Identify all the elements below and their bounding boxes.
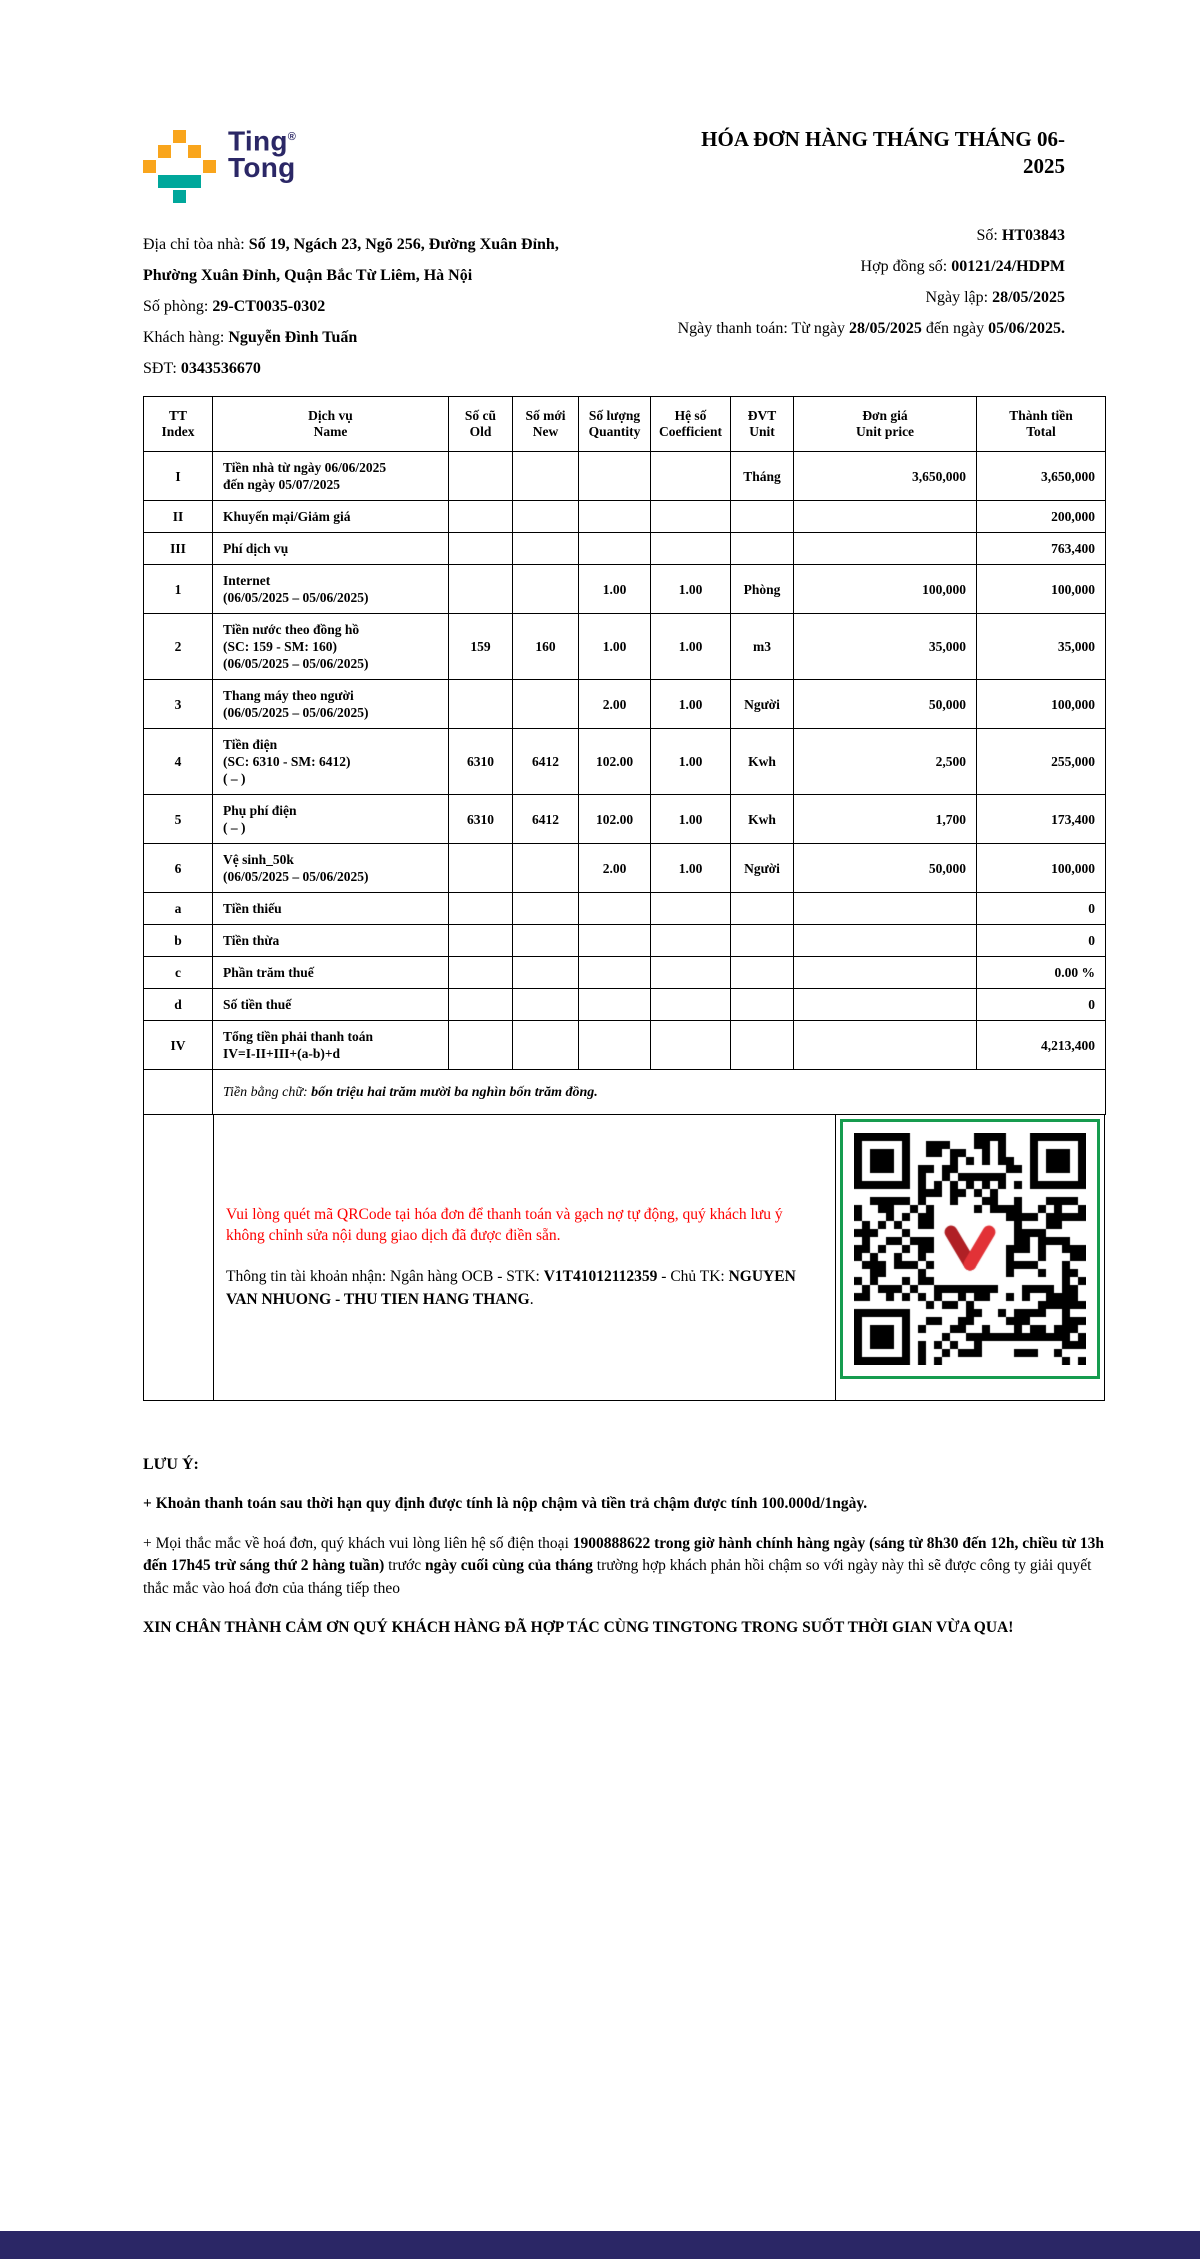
cell-price: 3,650,000 xyxy=(794,452,977,501)
cell-qty xyxy=(579,925,651,957)
cell-coef: 1.00 xyxy=(651,795,731,844)
invoice-page xyxy=(143,0,1105,1657)
column-header: Đơn giá Unit price xyxy=(794,397,977,452)
cell-new xyxy=(513,893,579,925)
column-header: ĐVT Unit xyxy=(731,397,794,452)
cell-old: 6310 xyxy=(449,729,513,795)
cell-price: 1,700 xyxy=(794,795,977,844)
cell-old xyxy=(449,957,513,989)
cell-index: IV xyxy=(144,1021,213,1070)
table-row xyxy=(144,957,1106,989)
logo-pixel-orange xyxy=(188,145,201,158)
cell-total: 4,213,400 xyxy=(977,1021,1106,1070)
cell-total: 35,000 xyxy=(977,614,1106,680)
cell-coef xyxy=(651,957,731,989)
table-row xyxy=(144,614,1106,680)
invoice-title-line2: 2025 xyxy=(1023,154,1065,178)
hotline-note: + Mọi thắc mắc về hoá đơn, quý khách vui lòng liên hệ số điện thoại 1900888622 trong giờ hành chính hàng ngày (sáng từ 8h30 đến 12h, chiều từ 13h đến 17h45 trừ sáng thứ 2 hàng tuần) trước ngày cuối cùng của tháng trường hợp khách phản hồi chậm so với ngày này thì sẽ được công ty giải quyết thắc mắc vào hoá đơn của tháng tiếp theo xyxy=(143,1534,1104,1597)
table-row xyxy=(144,565,1106,614)
column-header: Số lượng Quantity xyxy=(579,397,651,452)
cell-index: b xyxy=(144,925,213,957)
cell-qty: 2.00 xyxy=(579,844,651,893)
logo-pixel-orange xyxy=(173,130,186,143)
payment-period: Ngày thanh toán: Từ ngày 28/05/2025 đến ngày 05/06/2025. xyxy=(677,320,1065,337)
cell-unit xyxy=(731,925,794,957)
cell-name: Phụ phí điện ( – ) xyxy=(213,795,449,844)
logo-pixel-orange xyxy=(203,160,216,173)
cell-qty: 102.00 xyxy=(579,729,651,795)
room-number: Số phòng: 29-CT0035-0302 xyxy=(143,298,326,315)
cell-index: III xyxy=(144,533,213,565)
cell-price xyxy=(794,893,977,925)
cell-unit: m3 xyxy=(731,614,794,680)
cell-qty xyxy=(579,533,651,565)
cell-old xyxy=(449,893,513,925)
column-header: Dịch vụ Name xyxy=(213,397,449,452)
customer-phone: SĐT: 0343536670 xyxy=(143,360,261,377)
charges-table xyxy=(143,396,1105,1401)
cell-old xyxy=(449,680,513,729)
cell-name: Vệ sinh_50k (06/05/2025 – 05/06/2025) xyxy=(213,844,449,893)
cell-index: 6 xyxy=(144,844,213,893)
cell-total: 255,000 xyxy=(977,729,1106,795)
cell-index: c xyxy=(144,957,213,989)
column-header: Hệ số Coefficient xyxy=(651,397,731,452)
cell-new xyxy=(513,1021,579,1070)
table-row xyxy=(144,1021,1106,1070)
column-header: Số mới New xyxy=(513,397,579,452)
cell-coef xyxy=(651,925,731,957)
cell-total: 100,000 xyxy=(977,844,1106,893)
cell-price: 2,500 xyxy=(794,729,977,795)
cell-index: a xyxy=(144,893,213,925)
issue-date: Ngày lập: 28/05/2025 xyxy=(925,289,1065,306)
cell-total: 0 xyxy=(977,893,1106,925)
cell-new xyxy=(513,844,579,893)
cell-coef xyxy=(651,452,731,501)
cell-qty xyxy=(579,893,651,925)
cell-old xyxy=(449,533,513,565)
cell-qty xyxy=(579,501,651,533)
logo-pixel-teal xyxy=(173,190,186,203)
cell-total: 200,000 xyxy=(977,501,1106,533)
cell-qty: 102.00 xyxy=(579,795,651,844)
registered-mark: ® xyxy=(287,131,297,143)
table-row xyxy=(144,452,1106,501)
payment-instructions xyxy=(214,1115,836,1400)
cell-index: 3 xyxy=(144,680,213,729)
tingtong-logo xyxy=(143,124,296,203)
table-row xyxy=(144,680,1106,729)
cell-name: Phần trăm thuế xyxy=(213,957,449,989)
cell-coef xyxy=(651,533,731,565)
payment-qr-code xyxy=(840,1119,1100,1379)
qr-row-index-cell xyxy=(144,1115,214,1400)
table-row xyxy=(144,893,1106,925)
cell-unit: Phòng xyxy=(731,565,794,614)
table-row xyxy=(144,925,1106,957)
cell-name: Tiền thiếu xyxy=(213,893,449,925)
cell-new xyxy=(513,925,579,957)
cell-name: Phí dịch vụ xyxy=(213,533,449,565)
cell-old: 6310 xyxy=(449,795,513,844)
cell-old xyxy=(449,565,513,614)
table-row xyxy=(144,533,1106,565)
cell-unit xyxy=(731,533,794,565)
cell-unit xyxy=(731,1021,794,1070)
cell-name: Số tiền thuế xyxy=(213,989,449,1021)
cell-price: 100,000 xyxy=(794,565,977,614)
cell-index: 5 xyxy=(144,795,213,844)
cell-coef: 1.00 xyxy=(651,729,731,795)
cell-total: 0 xyxy=(977,989,1106,1021)
cell-total: 100,000 xyxy=(977,680,1106,729)
cell-qty xyxy=(579,1021,651,1070)
cell-index: 2 xyxy=(144,614,213,680)
cell-coef: 1.00 xyxy=(651,614,731,680)
cell-index: d xyxy=(144,989,213,1021)
cell-qty xyxy=(579,957,651,989)
invoice-title-line1: HÓA ĐƠN HÀNG THÁNG THÁNG 06- xyxy=(701,127,1065,151)
cell-total: 3,650,000 xyxy=(977,452,1106,501)
cell-coef xyxy=(651,893,731,925)
qr-code-cell xyxy=(836,1115,1104,1400)
cell-coef: 1.00 xyxy=(651,565,731,614)
cell-coef xyxy=(651,501,731,533)
invoice-number: Số: HT03843 xyxy=(976,227,1065,244)
cell-new xyxy=(513,680,579,729)
amount-in-words-row xyxy=(144,1070,1106,1115)
cell-old xyxy=(449,1021,513,1070)
cell-new: 6412 xyxy=(513,729,579,795)
cell-old: 159 xyxy=(449,614,513,680)
cell-old xyxy=(449,501,513,533)
cell-total: 100,000 xyxy=(977,565,1106,614)
invoice-info xyxy=(143,229,1105,384)
cell-index: 4 xyxy=(144,729,213,795)
thank-you-message: XIN CHÂN THÀNH CẢM ƠN QUÝ KHÁCH HÀNG ĐÃ HỢP TÁC CÙNG TINGTONG TRONG SUỐT THỜI GIAN VỪA QUA! xyxy=(143,1619,1014,1637)
cell-total: 173,400 xyxy=(977,795,1106,844)
cell-price: 35,000 xyxy=(794,614,977,680)
footer-notes xyxy=(143,1453,1105,1640)
amount-in-words-index-cell xyxy=(144,1070,213,1115)
cell-qty: 2.00 xyxy=(579,680,651,729)
cell-total: 763,400 xyxy=(977,533,1106,565)
cell-name: Internet (06/05/2025 – 05/06/2025) xyxy=(213,565,449,614)
cell-unit xyxy=(731,957,794,989)
cell-price: 50,000 xyxy=(794,844,977,893)
cell-unit: Người xyxy=(731,844,794,893)
column-header: TT Index xyxy=(144,397,213,452)
payment-qr-row xyxy=(143,1115,1105,1401)
cell-new: 6412 xyxy=(513,795,579,844)
cell-qty xyxy=(579,452,651,501)
cell-qty: 1.00 xyxy=(579,565,651,614)
late-payment-note: + Khoản thanh toán sau thời hạn quy định được tính là nộp chậm và tiền trả chậm được tính 100.000d/1ngày. xyxy=(143,1495,868,1513)
tingtong-logo-text xyxy=(228,124,297,184)
cell-unit: Tháng xyxy=(731,452,794,501)
cell-unit: Kwh xyxy=(731,795,794,844)
cell-unit xyxy=(731,893,794,925)
invoice-title xyxy=(645,126,1105,203)
column-header: Số cũ Old xyxy=(449,397,513,452)
cell-price xyxy=(794,989,977,1021)
tingtong-tree-icon xyxy=(143,130,216,203)
cell-new xyxy=(513,565,579,614)
logo-word-tong: Tong xyxy=(228,152,296,184)
cell-price xyxy=(794,533,977,565)
notes-title: LƯU Ý: xyxy=(143,1456,199,1473)
column-header: Thành tiền Total xyxy=(977,397,1106,452)
logo-pixel-orange xyxy=(143,160,156,173)
invoice-meta xyxy=(678,220,1105,384)
table-row xyxy=(144,989,1106,1021)
table-row xyxy=(144,844,1106,893)
cell-new xyxy=(513,533,579,565)
cell-name: Thang máy theo người (06/05/2025 – 05/06/2025) xyxy=(213,680,449,729)
building-address-line2: Phường Xuân Đỉnh, Quận Bắc Từ Liêm, Hà Nội xyxy=(143,267,473,284)
amount-in-words: Tiền bằng chữ: bốn triệu hai trăm mười ba nghìn bốn trăm đồng. xyxy=(213,1070,1106,1115)
customer-info xyxy=(143,229,559,384)
cell-old xyxy=(449,452,513,501)
cell-price xyxy=(794,957,977,989)
table-row xyxy=(144,501,1106,533)
cell-price: 50,000 xyxy=(794,680,977,729)
cell-name: Tiền điện (SC: 6310 - SM: 6412) ( – ) xyxy=(213,729,449,795)
logo-pixel-teal xyxy=(158,175,201,188)
cell-name: Khuyến mại/Giảm giá xyxy=(213,501,449,533)
cell-unit xyxy=(731,501,794,533)
contract-number: Hợp đồng số: 00121/24/HDPM xyxy=(860,258,1065,275)
qr-code-image xyxy=(854,1133,1086,1365)
cell-name: Tiền thừa xyxy=(213,925,449,957)
bank-account-info: Thông tin tài khoản nhận: Ngân hàng OCB - STK: V1T41012112359 - Chủ TK: NGUYEN VAN NHUONG - THU TIEN HANG THANG. xyxy=(226,1267,796,1309)
cell-qty: 1.00 xyxy=(579,614,651,680)
charges-table-grid xyxy=(143,396,1106,1115)
table-row xyxy=(144,729,1106,795)
table-row xyxy=(144,795,1106,844)
customer-name: Khách hàng: Nguyễn Đình Tuấn xyxy=(143,329,358,346)
cell-old xyxy=(449,989,513,1021)
cell-price xyxy=(794,1021,977,1070)
cell-price xyxy=(794,501,977,533)
qr-scan-notice: Vui lòng quét mã QRCode tại hóa đơn để thanh toán và gạch nợ tự động, quý khách lưu ý không chỉnh sửa nội dung giao dịch đã được điền sẵn. xyxy=(226,1205,783,1245)
building-address-line1: Địa chỉ tòa nhà: Số 19, Ngách 23, Ngõ 256, Đường Xuân Đỉnh, xyxy=(143,236,559,253)
cell-name: Tiền nước theo đồng hồ (SC: 159 - SM: 160) (06/05/2025 – 05/06/2025) xyxy=(213,614,449,680)
table-header-row xyxy=(144,397,1106,452)
cell-index: 1 xyxy=(144,565,213,614)
cell-unit xyxy=(731,989,794,1021)
cell-new xyxy=(513,501,579,533)
header xyxy=(143,124,1105,203)
cell-name: Tiền nhà từ ngày 06/06/2025 đến ngày 05/07/2025 xyxy=(213,452,449,501)
cell-new xyxy=(513,989,579,1021)
cell-old xyxy=(449,844,513,893)
cell-index: I xyxy=(144,452,213,501)
cell-coef xyxy=(651,1021,731,1070)
cell-unit: Kwh xyxy=(731,729,794,795)
cell-coef: 1.00 xyxy=(651,680,731,729)
cell-price xyxy=(794,925,977,957)
cell-unit: Người xyxy=(731,680,794,729)
cell-old xyxy=(449,925,513,957)
bottom-navy-bar xyxy=(0,2231,1200,2259)
cell-new xyxy=(513,452,579,501)
cell-total: 0 xyxy=(977,925,1106,957)
logo-pixel-orange xyxy=(158,145,171,158)
cell-total: 0.00 % xyxy=(977,957,1106,989)
cell-qty xyxy=(579,989,651,1021)
cell-new xyxy=(513,957,579,989)
cell-coef xyxy=(651,989,731,1021)
cell-name: Tổng tiền phải thanh toán IV=I-II+III+(a-b)+d xyxy=(213,1021,449,1070)
cell-coef: 1.00 xyxy=(651,844,731,893)
cell-new: 160 xyxy=(513,614,579,680)
cell-index: II xyxy=(144,501,213,533)
logo-word-ting: Ting xyxy=(228,125,288,157)
